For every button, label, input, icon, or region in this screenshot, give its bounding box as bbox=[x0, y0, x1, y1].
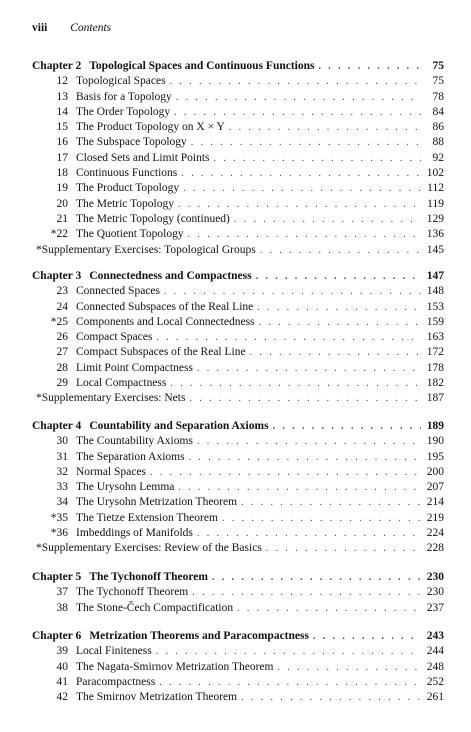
section-page: 195 bbox=[426, 450, 444, 463]
chapter-heading bbox=[32, 269, 444, 284]
chapter-page: 147 bbox=[426, 270, 444, 282]
toc-entry bbox=[32, 644, 444, 659]
section-page: 172 bbox=[426, 346, 444, 359]
section-page: 129 bbox=[426, 212, 444, 225]
section-title: The Tychonoff Theorem bbox=[76, 586, 189, 599]
toc-entry bbox=[32, 495, 444, 510]
section-title: The Order Topology bbox=[76, 105, 171, 118]
section-page: 182 bbox=[426, 377, 444, 390]
toc-entry bbox=[32, 227, 444, 242]
toc-entry bbox=[32, 526, 444, 541]
toc-entry bbox=[32, 166, 444, 181]
section-number: 26 bbox=[56, 331, 68, 344]
section-title: Local Finiteness bbox=[76, 645, 152, 658]
leader-dots bbox=[188, 227, 421, 242]
section-number: *22 bbox=[50, 228, 68, 241]
section-number: *36 bbox=[50, 527, 68, 540]
chapter-label: Chapter 4 bbox=[32, 420, 82, 432]
leader-dots bbox=[222, 511, 421, 526]
leader-dots bbox=[181, 166, 421, 181]
section-number: 20 bbox=[56, 197, 68, 210]
section-number: 42 bbox=[56, 691, 68, 704]
section-number: 16 bbox=[56, 136, 68, 149]
section-number: 27 bbox=[56, 346, 68, 359]
toc-entry bbox=[32, 675, 444, 690]
section-number: 13 bbox=[56, 90, 68, 103]
section-page: 145 bbox=[426, 243, 444, 256]
chapter-label: Chapter 5 bbox=[32, 571, 82, 583]
toc-entry bbox=[32, 197, 444, 212]
section-page: 244 bbox=[426, 645, 444, 658]
toc-entry bbox=[32, 90, 444, 105]
section-page: 84 bbox=[432, 105, 444, 118]
section-page: 237 bbox=[426, 601, 444, 614]
section-number: 15 bbox=[56, 121, 68, 134]
chapter-page: 189 bbox=[426, 420, 444, 432]
section-title: Basis for a Topology bbox=[76, 90, 172, 103]
page-number: viii bbox=[32, 22, 48, 34]
chapter-label: Chapter 3 bbox=[32, 270, 82, 282]
leader-dots bbox=[313, 629, 421, 644]
section-number: 39 bbox=[56, 645, 68, 658]
leader-dots bbox=[150, 465, 421, 480]
chapter-label: Chapter 6 bbox=[32, 630, 82, 642]
toc-entry bbox=[32, 74, 444, 89]
section-number: 24 bbox=[56, 300, 68, 313]
section-number: 29 bbox=[56, 377, 68, 390]
running-header bbox=[32, 22, 111, 34]
section-page: 78 bbox=[432, 90, 444, 103]
toc-entry bbox=[32, 601, 444, 616]
chapter-title: Countability and Separation Axioms bbox=[89, 420, 269, 432]
section-page: 148 bbox=[426, 285, 444, 298]
section-title: The Metric Topology (continued) bbox=[76, 212, 230, 225]
section-page: 86 bbox=[432, 121, 444, 134]
toc-entry bbox=[32, 120, 444, 135]
chapter-heading bbox=[32, 570, 444, 585]
section-title: The Quotient Topology bbox=[76, 228, 184, 241]
section-page: 230 bbox=[426, 586, 444, 599]
section-title: Continuous Functions bbox=[76, 167, 178, 180]
section-number: 30 bbox=[56, 435, 68, 448]
section-page: 136 bbox=[426, 228, 444, 241]
section-page: 219 bbox=[426, 511, 444, 524]
section-number: 37 bbox=[56, 586, 68, 599]
leader-dots bbox=[250, 345, 421, 360]
toc-entry bbox=[32, 480, 444, 495]
section-page: 163 bbox=[426, 331, 444, 344]
toc-entry bbox=[32, 585, 444, 600]
chapter-page: 243 bbox=[426, 630, 444, 642]
section-number: 18 bbox=[56, 167, 68, 180]
toc-entry bbox=[32, 465, 444, 480]
section-title: Normal Spaces bbox=[76, 465, 146, 478]
section-title: The Product Topology on X × Y bbox=[76, 121, 225, 134]
chapter-heading bbox=[32, 419, 444, 434]
section-number: 34 bbox=[56, 496, 68, 509]
leader-dots bbox=[212, 570, 421, 585]
section-page: 187 bbox=[426, 392, 444, 405]
section-title: The Tietze Extension Theorem bbox=[76, 511, 218, 524]
toc-entry bbox=[32, 450, 444, 465]
toc-entry bbox=[32, 361, 444, 376]
leader-dots bbox=[277, 660, 421, 675]
toc-entry bbox=[32, 300, 444, 315]
section-title: Paracompactness bbox=[76, 675, 156, 688]
toc-entry bbox=[32, 434, 444, 449]
section-number: 38 bbox=[56, 601, 68, 614]
leader-dots bbox=[159, 675, 421, 690]
leader-dots bbox=[156, 644, 421, 659]
section-title: Imbeddings of Manifolds bbox=[76, 527, 193, 540]
section-title: Limit Point Compactness bbox=[76, 361, 193, 374]
section-number: *25 bbox=[50, 315, 68, 328]
section-number: 23 bbox=[56, 285, 68, 298]
section-title: Compact Spaces bbox=[76, 331, 153, 344]
section-number: 28 bbox=[56, 361, 68, 374]
section-page: 88 bbox=[432, 136, 444, 149]
chapter-6-block bbox=[32, 629, 444, 705]
section-number: 19 bbox=[56, 182, 68, 195]
toc-entry-supplementary bbox=[32, 541, 444, 556]
toc-entry-supplementary bbox=[32, 243, 444, 258]
chapter-2-block bbox=[32, 59, 444, 258]
leader-dots bbox=[176, 90, 421, 105]
chapter-heading bbox=[32, 629, 444, 644]
leader-dots bbox=[178, 197, 421, 212]
section-title: The Separation Axioms bbox=[76, 450, 185, 463]
section-page: 214 bbox=[426, 496, 444, 509]
toc-entry bbox=[32, 105, 444, 120]
toc-entry bbox=[32, 511, 444, 526]
section-page: 224 bbox=[426, 527, 444, 540]
toc-entry bbox=[32, 151, 444, 166]
section-page: 112 bbox=[427, 182, 444, 195]
leader-dots bbox=[183, 181, 421, 196]
toc-entry bbox=[32, 212, 444, 227]
running-title: Contents bbox=[70, 22, 112, 34]
section-number: 31 bbox=[56, 450, 68, 463]
toc-entry bbox=[32, 376, 444, 391]
section-number: 33 bbox=[56, 481, 68, 494]
section-title: Closed Sets and Limit Points bbox=[76, 151, 210, 164]
section-title: Compact Subspaces of the Real Line bbox=[76, 346, 246, 359]
leader-dots bbox=[256, 269, 421, 284]
section-page: 178 bbox=[426, 361, 444, 374]
section-title: The Subspace Topology bbox=[76, 136, 187, 149]
section-title: *Supplementary Exercises: Review of the Basics bbox=[36, 542, 262, 555]
section-page: 75 bbox=[432, 75, 444, 88]
chapter-title: The Tychonoff Theorem bbox=[89, 571, 208, 583]
section-title: The Metric Topology bbox=[76, 197, 174, 210]
section-title: The Smirnov Metrization Theorem bbox=[76, 691, 238, 704]
section-title: The Countability Axioms bbox=[76, 435, 193, 448]
leader-dots bbox=[266, 541, 421, 556]
leader-dots bbox=[229, 120, 421, 135]
section-title: *Supplementary Exercises: Nets bbox=[36, 392, 186, 405]
toc-entry bbox=[32, 135, 444, 150]
leader-dots bbox=[170, 74, 421, 89]
toc-entry bbox=[32, 181, 444, 196]
toc-entry bbox=[32, 345, 444, 360]
leader-dots bbox=[257, 300, 421, 315]
chapter-3-block bbox=[32, 269, 444, 407]
section-number: 32 bbox=[56, 465, 68, 478]
chapter-5-block bbox=[32, 570, 444, 616]
section-page: 190 bbox=[426, 435, 444, 448]
toc-entry bbox=[32, 660, 444, 675]
chapter-title: Metrization Theorems and Paracompactness bbox=[89, 630, 309, 642]
chapter-title: Topological Spaces and Continuous Functions bbox=[89, 60, 315, 72]
chapter-page: 75 bbox=[432, 60, 444, 72]
leader-dots bbox=[318, 59, 421, 74]
section-title: Connected Spaces bbox=[76, 285, 160, 298]
toc-entry bbox=[32, 690, 444, 705]
chapter-4-block bbox=[32, 419, 444, 557]
section-title: *Supplementary Exercises: Topological Groups bbox=[36, 243, 256, 256]
leader-dots bbox=[197, 361, 421, 376]
section-title: The Stone-Čech Compactification bbox=[76, 601, 234, 614]
section-page: 248 bbox=[426, 660, 444, 673]
section-number: *35 bbox=[50, 511, 68, 524]
section-number: 14 bbox=[56, 105, 68, 118]
section-title: Connected Subspaces of the Real Line bbox=[76, 300, 254, 313]
section-number: 12 bbox=[56, 75, 68, 88]
section-title: The Nagata-Smirnov Metrization Theorem bbox=[76, 660, 274, 673]
leader-dots bbox=[260, 243, 421, 258]
leader-dots bbox=[241, 495, 421, 510]
section-title: The Urysohn Lemma bbox=[76, 481, 175, 494]
leader-dots bbox=[197, 434, 421, 449]
section-page: 153 bbox=[426, 300, 444, 313]
leader-dots bbox=[273, 419, 421, 434]
chapter-title: Connectedness and Compactness bbox=[89, 270, 252, 282]
section-number: 21 bbox=[56, 212, 68, 225]
section-page: 200 bbox=[426, 465, 444, 478]
section-page: 159 bbox=[426, 315, 444, 328]
leader-dots bbox=[174, 105, 421, 120]
leader-dots bbox=[164, 284, 421, 299]
leader-dots bbox=[192, 585, 421, 600]
leader-dots bbox=[189, 450, 421, 465]
toc-entry-supplementary bbox=[32, 391, 444, 406]
section-title: The Urysohn Metrization Theorem bbox=[76, 496, 238, 509]
section-page: 261 bbox=[426, 691, 444, 704]
section-page: 102 bbox=[426, 167, 444, 180]
section-title: Topological Spaces bbox=[76, 75, 166, 88]
section-page: 207 bbox=[426, 481, 444, 494]
section-number: 41 bbox=[56, 675, 68, 688]
leader-dots bbox=[197, 526, 421, 541]
toc-entry bbox=[32, 330, 444, 345]
leader-dots bbox=[178, 480, 421, 495]
section-title: Components and Local Connectedness bbox=[76, 315, 255, 328]
leader-dots bbox=[234, 212, 421, 227]
chapter-page: 230 bbox=[426, 571, 444, 583]
chapter-heading bbox=[32, 59, 444, 74]
section-number: 17 bbox=[56, 151, 68, 164]
leader-dots bbox=[170, 376, 421, 391]
section-title: The Product Topology bbox=[76, 182, 180, 195]
leader-dots bbox=[191, 135, 421, 150]
section-page: 119 bbox=[427, 197, 444, 210]
chapter-label: Chapter 2 bbox=[32, 60, 82, 72]
leader-dots bbox=[189, 391, 421, 406]
section-title: Local Compactness bbox=[76, 377, 167, 390]
section-page: 252 bbox=[426, 675, 444, 688]
section-page: 92 bbox=[432, 151, 444, 164]
leader-dots bbox=[156, 330, 421, 345]
leader-dots bbox=[241, 690, 421, 705]
leader-dots bbox=[214, 151, 421, 166]
section-page: 228 bbox=[426, 542, 444, 555]
toc-entry bbox=[32, 315, 444, 330]
leader-dots bbox=[259, 315, 421, 330]
section-number: 40 bbox=[56, 660, 68, 673]
leader-dots bbox=[237, 601, 421, 616]
toc-entry bbox=[32, 284, 444, 299]
